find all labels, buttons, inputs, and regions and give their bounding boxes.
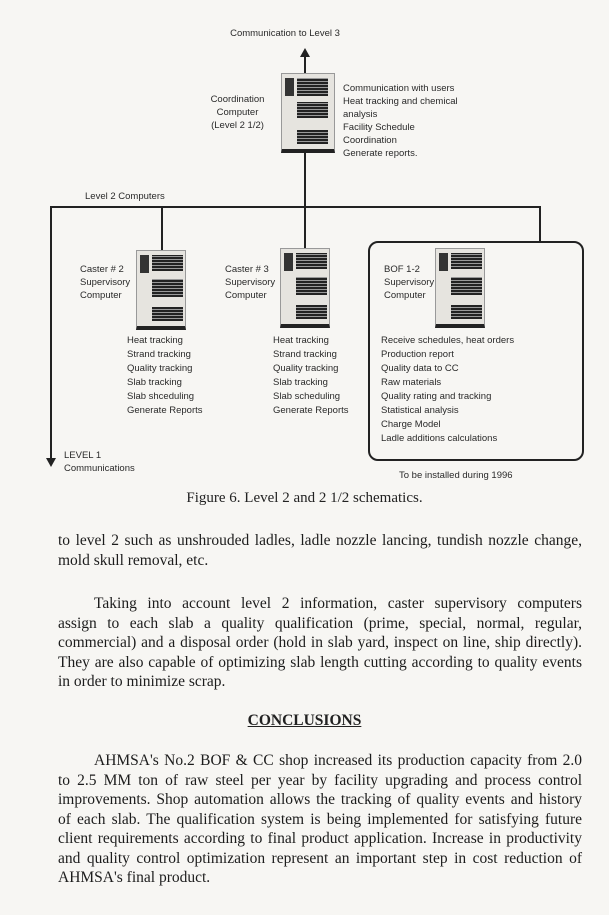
section-heading: CONCLUSIONS xyxy=(247,712,362,729)
caster2-computer-icon xyxy=(136,250,186,330)
text-line: commercial) and a disposal order (hold in slab yard, inspect on line, ship directly). xyxy=(58,634,582,651)
caster3-functions xyxy=(273,334,349,418)
text-line: improvements. Shop automation allows the tracking of quality events and history xyxy=(58,791,582,808)
function-item: Strand tracking xyxy=(127,349,191,360)
text-line: assign to each slab a quality qualification (prime, special, normal, regular, xyxy=(58,614,582,632)
function-item: Heat tracking xyxy=(273,335,329,346)
label-line: Coordination xyxy=(210,94,265,105)
function-item: Slab shceduling xyxy=(127,391,195,402)
label-line: Caster # 3 xyxy=(225,264,269,275)
paragraph-3 xyxy=(58,751,582,888)
function-item: Quality rating and tracking xyxy=(381,391,492,402)
bof-functions xyxy=(381,334,514,446)
label-line: LEVEL 1 xyxy=(64,450,102,461)
install-note: To be installed during 1996 xyxy=(399,470,513,481)
function-item: Production report xyxy=(381,349,454,360)
function-item: Slab scheduling xyxy=(273,391,341,402)
caster2-functions xyxy=(127,334,203,418)
connector xyxy=(304,56,306,74)
function-item: Heat tracking xyxy=(127,335,183,346)
paragraph-1 xyxy=(58,531,582,570)
text-line: mold skull removal, etc. xyxy=(58,551,209,569)
function-item: Facility Schedule xyxy=(343,122,415,133)
caster3-computer-icon xyxy=(280,248,330,328)
label-line: Caster # 2 xyxy=(80,264,124,275)
label-line: Communications xyxy=(64,463,135,474)
caster3-label xyxy=(225,263,275,302)
text-line: to 2.5 MM ton of raw steel per year by facility upgrading and process control xyxy=(58,771,582,789)
label-line: Computer xyxy=(80,290,122,301)
text-line: and quality control optimization represent an important step in cost reduction of xyxy=(58,849,582,867)
label-line: Computer xyxy=(225,290,267,301)
connector xyxy=(161,206,163,250)
text-line: AHMSA's final product. xyxy=(58,869,211,886)
bof-computer-icon xyxy=(435,248,485,328)
level3-label: Communication to Level 3 xyxy=(230,28,340,39)
function-item: Slab tracking xyxy=(127,377,182,388)
text-line: They are also capable of optimizing slab length cutting according to quality events xyxy=(58,653,582,671)
level2-bus xyxy=(50,206,541,208)
label-line: BOF 1-2 xyxy=(384,264,420,275)
function-item: Generate reports. xyxy=(343,148,418,159)
level2-label: Level 2 Computers xyxy=(85,191,165,202)
label-line: Computer xyxy=(216,107,259,118)
label-line: Supervisory xyxy=(80,277,131,288)
function-item: Ladle additions calculations xyxy=(381,433,498,444)
function-item: Communication with users xyxy=(343,83,455,94)
connector xyxy=(304,153,306,207)
function-item: Quality tracking xyxy=(273,363,339,374)
function-item: Receive schedules, heat orders xyxy=(381,335,515,346)
function-item: Quality data to CC xyxy=(381,363,459,374)
function-item: Statistical analysis xyxy=(381,405,459,416)
function-item: Coordination xyxy=(343,135,397,146)
function-item: Raw materials xyxy=(381,377,442,388)
connector xyxy=(539,206,541,242)
coordination-computer-icon xyxy=(281,73,335,153)
function-item: Heat tracking and chemical xyxy=(343,96,458,107)
function-item: Generate Reports xyxy=(127,405,203,416)
connector xyxy=(304,206,306,248)
function-item: analysis xyxy=(343,109,378,120)
function-item: Quality tracking xyxy=(127,363,193,374)
figure-caption: Figure 6. Level 2 and 2 1/2 schematics. xyxy=(186,490,423,506)
bof-label xyxy=(384,263,434,302)
text-line: Taking into account level 2 information, caster supervisory computers xyxy=(94,595,582,612)
text-line: client requirements according to final product application. Increase in productivity xyxy=(58,830,582,847)
coordination-functions xyxy=(343,82,458,160)
label-line: Supervisory xyxy=(225,277,276,288)
coordination-label xyxy=(195,93,280,132)
label-line: (Level 2 1/2) xyxy=(211,120,264,131)
function-item: Strand tracking xyxy=(273,349,337,360)
level1-label xyxy=(64,449,135,475)
text-line: to level 2 such as unshrouded ladles, ladle nozzle lancing, tundish nozzle change, xyxy=(58,532,582,549)
level1-line xyxy=(50,206,52,458)
caster2-label xyxy=(80,263,130,302)
label-line: Supervisory xyxy=(384,277,435,288)
label-line: Computer xyxy=(384,290,426,301)
text-line: in order to minimize scrap. xyxy=(58,673,226,690)
function-item: Charge Model xyxy=(381,419,441,430)
arrow-up-icon xyxy=(300,48,310,57)
paragraph-2 xyxy=(58,594,582,692)
arrow-down-icon xyxy=(46,458,56,467)
text-line: of each slab. The qualification system is being implemented for satisfying future xyxy=(58,810,582,828)
text-line: AHMSA's No.2 BOF & CC shop increased its production capacity from 2.0 xyxy=(94,752,582,769)
function-item: Generate Reports xyxy=(273,405,349,416)
function-item: Slab tracking xyxy=(273,377,328,388)
